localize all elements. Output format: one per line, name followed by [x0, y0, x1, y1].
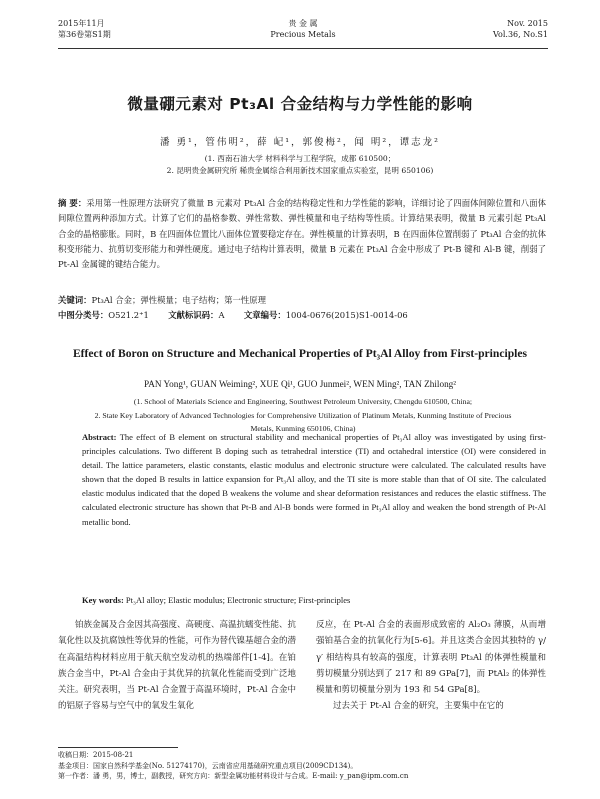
body-paragraph: 铂族金属及合金因其高强度、高硬度、高温抗蠕变性能、抗氧化性以及抗腐蚀性等优异的性能，可作为替代镍基超合金的潜在高温结构材料应用于航天航空发动机的热端部件[1-4]。在铂族合金当中，Pt-Al 合金由于其优异的抗氧化性能而受到广泛地关注。研究表明，当 Pt-Al 合金置于高温环境时，Pt-Al 合金中的铝原子容易与空气中的氧发生氧化 — [58, 620, 297, 712]
header-date-en: Nov. 2015 — [507, 19, 548, 28]
keywords-en-text: Pt₃Al alloy; Elastic modulus; Electronic structure; First-principles — [125, 595, 351, 605]
article-number-label: 文章编号： — [243, 310, 286, 320]
abstract-en-text: The effect of B element on structural stability and mechanical properties of Pt₃Al alloy was investigated by using first-principles calculations. Two different B doping such as tetrahedral interstice (TI) and octahedral interstice (OI) were considered in detail. The lattice parameters, elastic constants, elastic modulus and electronic structure were calculated. The calculated results have shown that the doped B results in lattice expansion for Pt₃Al alloy, and the TI site is more stable than that of OI site. The calculated elastic modulus indicated that the doped B weakens the volume and shear deformation resistances and reduces the elastic stiffness. The calculated electronic structure has shown that Pt-B and Al-B bonds were formed in Pt₃Al alloy and weaken the bond strength of Pt-Al metallic bond. — [82, 432, 546, 527]
abstract-cn-label: 摘 要： — [58, 198, 87, 208]
header-right — [493, 18, 548, 40]
header-center — [58, 18, 548, 40]
journal-header — [58, 18, 548, 49]
affiliation-cn-line: 2. 昆明贵金属研究所 稀贵金属综合利用新技术国家重点实验室，昆明 650106) — [166, 166, 434, 175]
journal-name-en: Precious Metals — [270, 30, 336, 39]
doc-code-value: A — [218, 310, 225, 320]
body-column-left — [58, 617, 296, 715]
affiliation-en-line: Metals, Kunming 650106, China) — [250, 424, 356, 433]
doc-code-label: 文献标识码： — [168, 310, 219, 320]
article-number-value: 1004-0676(2015)S1-0014-06 — [285, 310, 408, 320]
clc-value: O521.2⁺1 — [108, 310, 149, 320]
title-en: Effect of Boron on Structure and Mechanical Properties of Pt₃Al Alloy from First-principles — [72, 347, 528, 360]
footnote-funding: 基金项目：国家自然科学基金(No. 51274170)，云南省应用基础研究重点项目(2009CD134)。 — [58, 761, 358, 770]
keywords-en — [82, 593, 546, 607]
title-cn: 微量硼元素对 Pt₃Al 合金结构与力学性能的影响 — [127, 95, 473, 113]
affiliation-en-line: (1. School of Materials Science and Engineering, Southwest Petroleum University, Chengdu 610500, China; — [133, 397, 473, 406]
abstract-en — [82, 430, 546, 529]
authors-cn: 潘 勇¹，管伟明²，薛 屺¹，郭俊梅²，闻 明²，谭志龙² — [160, 137, 440, 148]
footnote-author: 第一作者：潘 勇，男，博士，副教授，研究方向：新型金属功能材料设计与合成。E-mail: y_pan@ipm.com.cn — [58, 772, 409, 780]
keywords-en-label: Key words: — [82, 595, 124, 605]
keywords-cn-text: Pt₃Al 合金；弹性模量；电子结构；第一性原理 — [91, 295, 266, 305]
keywords-cn-label: 关键词： — [58, 295, 92, 305]
footnote — [58, 750, 546, 782]
affiliation-cn — [90, 153, 510, 177]
abstract-cn — [58, 196, 546, 272]
affiliation-en-line: 2. State Key Laboratory of Advanced Technologies for Comprehensive Utilization of Platinum Metals, Kunming Institute of Precious — [94, 410, 512, 420]
classification-cn — [58, 308, 546, 322]
authors-en: PAN Yong¹, GUAN Weiming², XUE Qi¹, GUO Junmei², WEN Ming², TAN Zhilong² — [143, 379, 457, 389]
abstract-en-label: Abstract: — [82, 432, 117, 442]
header-volume-cn: 第36卷第S1期 — [58, 30, 111, 39]
header-date: 2015年11月 — [58, 19, 105, 28]
clc-label: 中图分类号： — [58, 310, 109, 320]
body-paragraph: 反应，在 Pt-Al 合金的表面形成致密的 Al₂O₃ 薄膜，从而增强铂基合金的抗氧化行为[5-6]。并且这类合金因其独特的 γ/γ′ 相结构具有较高的强度，计算表明 Pt₃Al 的体弹性模量和剪切模量分别达到了 217 和 89 GPa[7]，而 PtAl₂ 的体弹性模量和剪切模量分别为 193 和 54 GPa[8]。 — [316, 620, 546, 696]
journal-name-cn: 贵 金 属 — [288, 19, 318, 28]
body-column-right — [316, 617, 546, 715]
keywords-cn — [58, 293, 546, 307]
footnote-received: 收稿日期：2015-08-21 — [58, 751, 134, 759]
body-paragraph: 过去关于 Pt-Al 合金的研究，主要集中在它的 — [333, 701, 504, 712]
affiliation-cn-line: (1. 西南石油大学 材料科学与工程学院，成都 610500； — [204, 154, 396, 163]
abstract-cn-text: 采用第一性原理方法研究了微量 B 元素对 Pt₃Al 合金的结构稳定性和力学性能的影响，详细讨论了四面体间隙位置和八面体间隙位置两种添加方式。计算了它们的晶格参数、弹性常数、弹性模量和电子结构等性质。计算结果表明，微量 B 元素引起 Pt₃Al 合金的晶格膨胀。同时，B 在四面体位置比八面体位置要稳定存在。弹性模量的计算表明，B 在四面体位置削弱了 Pt₃Al 合金的抗体积变形能力、抗剪切变形能力和弹性硬度。通过电子结构计算表明，微量 B 元素在 Pt₃Al 合金中形成了 Pt-B 键和 Al-B 键，削弱了 Pt-Al 金属键的键结合能力。 — [58, 198, 546, 270]
footnote-divider — [58, 747, 178, 748]
header-volume-en: Vol.36, No.S1 — [492, 30, 548, 39]
